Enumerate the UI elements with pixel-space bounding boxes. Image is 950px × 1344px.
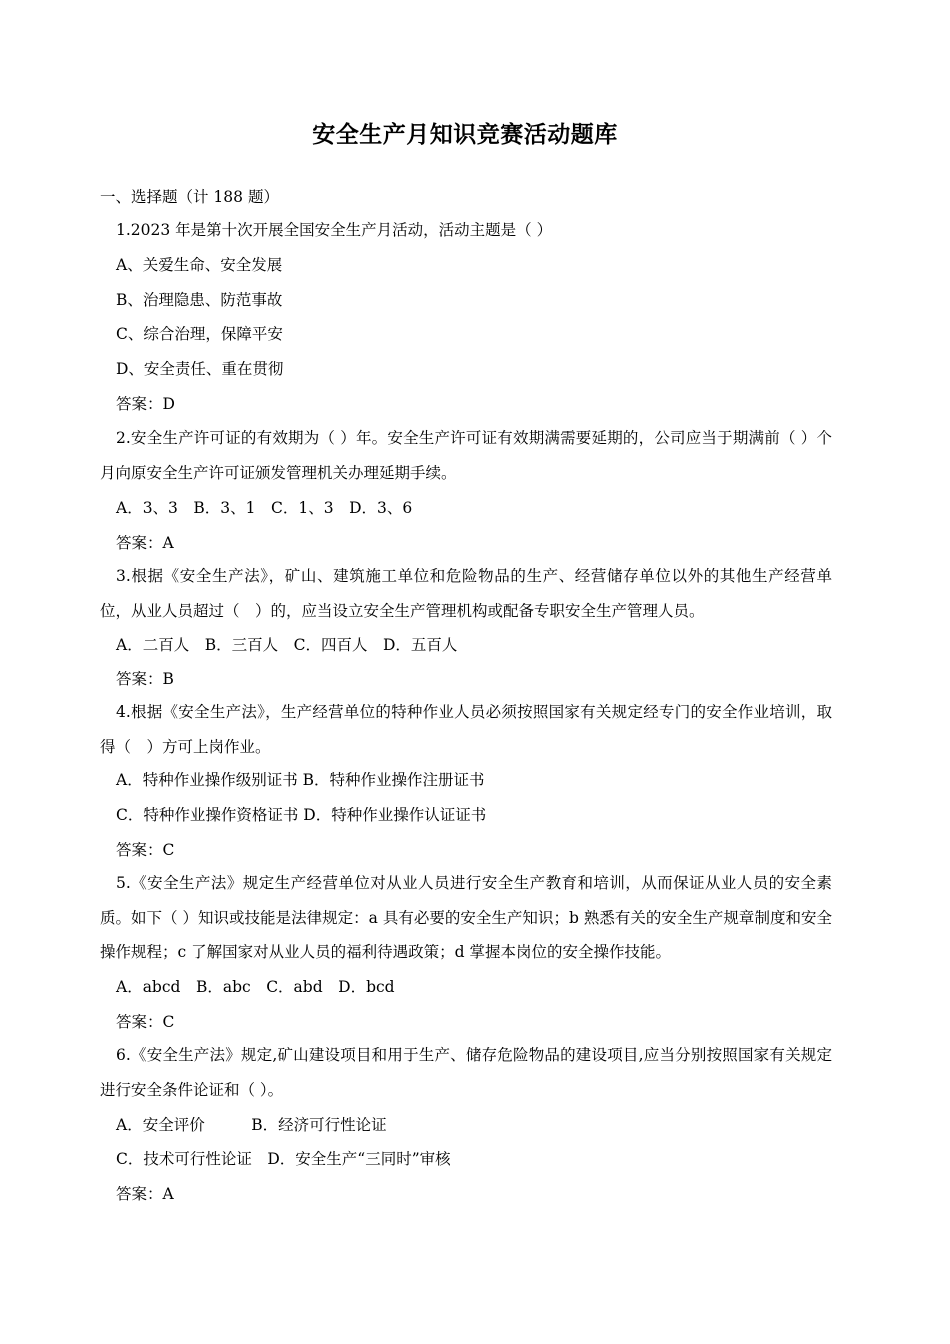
option: D、安全责任、重在贯彻 <box>116 360 284 378</box>
option: A、关爱生命、安全发展 <box>116 256 283 274</box>
question-stem: 1.2023 年是第十次开展全国安全生产月活动，活动主题是（ ） <box>116 221 553 239</box>
option: A．二百人 B．三百人 C．四百人 D．五百人 <box>116 636 458 654</box>
option: A．abcd B．abc C．abd D．bcd <box>116 978 395 996</box>
question-stem: 6.《安全生产法》规定,矿山建设项目和用于生产、储存危险物品的建设项目,应当分别按照国家有关规定进行安全条件论证和（ ）。 <box>100 1046 832 1099</box>
answer: 答案：B <box>116 670 174 688</box>
answer: 答案：C <box>116 841 175 859</box>
answer: 答案：D <box>116 395 175 413</box>
question-block <box>100 559 832 628</box>
document-title: 安全生产月知识竞赛活动题库 <box>312 121 618 148</box>
answer: 答案：A <box>116 534 174 552</box>
option: C、综合治理，保障平安 <box>116 325 283 343</box>
option: A．安全评价 B．经济可行性论证 <box>116 1116 387 1134</box>
option: C．特种作业操作资格证书 D．特种作业操作认证证书 <box>116 806 487 824</box>
question-stem: 4.根据《安全生产法》，生产经营单位的特种作业人员必须按照国家有关规定经专门的安全作业培训，取得（ ）方可上岗作业。 <box>100 703 832 756</box>
question-block <box>100 695 832 764</box>
answer: 答案：C <box>116 1013 175 1031</box>
question-stem: 5.《安全生产法》规定生产经营单位对从业人员进行安全生产教育和培训，从而保证从业人员的安全素质。如下（ ）知识或技能是法律规定：a 具有必要的安全生产知识；b 熟悉有关的安全生产规章制度和安全操作规程；c 了解国家对从业人员的福利待遇政策；d 掌握本岗位的安全操作技能。 <box>100 874 832 961</box>
question-block <box>100 421 832 490</box>
question-stem: 3.根据《安全生产法》，矿山、建筑施工单位和危险物品的生产、经营储存单位以外的其他生产经营单位，从业人员超过（ ）的，应当设立安全生产管理机构或配备专职安全生产管理人员。 <box>100 567 832 620</box>
option: C．技术可行性论证 D．安全生产“三同时”审核 <box>116 1150 451 1168</box>
question-block <box>100 866 832 970</box>
question-stem: 2.安全生产许可证的有效期为（ ）年。安全生产许可证有效期满需要延期的，公司应当于期满前（ ）个月向原安全生产许可证颁发管理机关办理延期手续。 <box>100 429 832 482</box>
answer: 答案：A <box>116 1185 174 1203</box>
question-block <box>100 1038 832 1107</box>
option: A．特种作业操作级别证书 B．特种作业操作注册证书 <box>116 771 485 789</box>
option: A．3、3 B．3、1 C．1、3 D．3、6 <box>116 499 413 517</box>
section-heading: 一、选择题（计 188 题） <box>100 188 279 206</box>
option: B、治理隐患、防范事故 <box>116 291 283 309</box>
